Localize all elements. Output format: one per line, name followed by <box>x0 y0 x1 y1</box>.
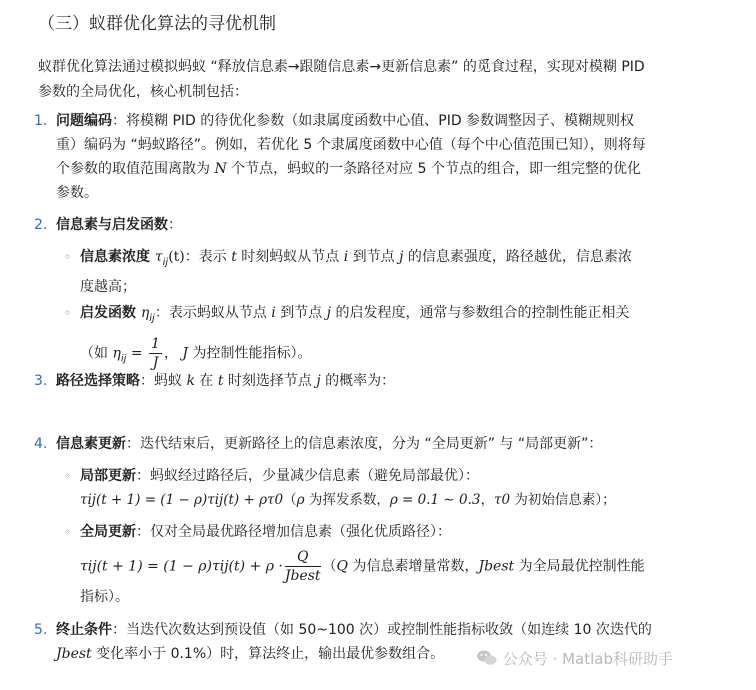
item-text: 变化率小于 0.1%）时，算法终止，输出最优参数组合。 <box>91 646 445 662</box>
item-text: ：迭代结束后，更新路径上的信息素浓度，分为 “全局更新” 与 “局部更新”： <box>126 436 603 452</box>
bullet-icon: ◦ <box>64 306 72 320</box>
list-number: 2. <box>34 217 48 233</box>
math-var: τ <box>154 249 163 265</box>
item-text: 时刻蚂蚁从节点 <box>236 249 344 265</box>
list-number: 5. <box>34 622 48 638</box>
item-text: ：表示蚂蚁从节点 <box>154 305 272 321</box>
math-var: j <box>326 305 332 321</box>
math-var: (t) <box>168 249 185 265</box>
item-text: ：仅对全局最优路径增加信息素（强化优质路径）： <box>136 524 451 540</box>
math-var: Q <box>336 558 349 575</box>
fraction-denominator: Jbest <box>284 568 321 584</box>
item-text: 重）编码为 “蚂蚁路径”。例如，若优化 5 个隶属度函数中心值（每个中心值范围已知），则将每 <box>56 137 646 153</box>
sub-item-title: 全局更新 <box>80 524 136 540</box>
math-sub: ij <box>149 312 155 324</box>
item-text: 指标）。 <box>80 589 129 605</box>
fraction-denominator: J <box>152 354 159 371</box>
math-var: ρ <box>296 492 305 508</box>
item-text: （ <box>322 558 337 575</box>
math-var: k <box>186 373 195 389</box>
item-text: ：表示 <box>184 249 232 265</box>
math-var: i <box>271 305 276 321</box>
list-number: 3. <box>34 373 48 389</box>
math-var: i <box>343 249 349 265</box>
item-text: 个节点，蚂蚁的一条路径对应 5 个节点的组合，即一组完整的优化 <box>226 161 641 177</box>
math-sub: ij <box>162 256 169 268</box>
item-text: ：将模糊 PID 的待优化参数（如隶属度函数中心值、PID 参数调整因子、模糊规则权 <box>112 113 635 129</box>
fraction <box>149 335 162 372</box>
sub-item-title: 启发函数 <box>80 305 141 321</box>
item-text: 为初始信息素）； <box>510 492 616 508</box>
item-text: 到节点 <box>275 305 327 321</box>
fraction <box>285 548 321 585</box>
fraction-numerator: 1 <box>151 335 160 352</box>
item-title: 信息素与启发函数 <box>56 217 168 233</box>
wechat-icon <box>476 649 498 671</box>
bullet-icon: ◦ <box>64 469 72 483</box>
item-text: ：蚂蚁 <box>140 373 187 389</box>
math-var: J <box>182 345 189 362</box>
section-heading: （三）蚁群优化算法的寻优机制 <box>38 14 276 34</box>
item-text: ， <box>480 492 494 508</box>
item-title: 信息素更新 <box>56 436 126 452</box>
item-text: 为控制性能指标）。 <box>188 345 312 362</box>
math-var: τ0 <box>494 492 511 508</box>
math-var: t <box>217 373 224 389</box>
math-expr: ρ = 0.1 ∼ 0.3 <box>389 492 481 508</box>
item-text: 度越高； <box>80 278 136 295</box>
watermark <box>476 648 673 671</box>
math-var: t <box>231 249 237 265</box>
sub-item-title: 局部更新 <box>80 468 136 484</box>
math-var: η <box>112 345 121 362</box>
list-number: 1. <box>34 113 48 129</box>
item-text: 为全局最优控制性能 <box>514 558 645 575</box>
item-text: ， <box>163 345 178 362</box>
bullet-icon: ◦ <box>64 525 72 539</box>
item-text: 的概率为： <box>320 373 396 389</box>
list-number: 4. <box>34 436 48 452</box>
watermark-text: 公众号 · Matlab科研助手 <box>502 650 673 668</box>
formula: τij(t + 1) = (1 − ρ)τij(t) + ρ · <box>80 558 283 575</box>
sub-item-title: 信息素浓度 <box>80 249 155 265</box>
item-text: （ <box>283 492 297 508</box>
intro-line-1: 蚁群优化算法通过模拟蚂蚁 “释放信息素→跟随信息素→更新信息素” 的觅食过程，实现对模糊 PID <box>38 59 645 75</box>
math-var: Jbest <box>56 646 92 662</box>
item-title: 路径选择策略 <box>56 373 140 389</box>
intro-line-2: 参数的全局优化，核心机制包括： <box>38 84 248 100</box>
math-var: N <box>214 161 227 177</box>
intro-paragraph <box>38 55 738 105</box>
item-text: 时刻选择节点 <box>223 373 317 389</box>
math-sub: ij <box>120 353 127 365</box>
item-text: 在 <box>194 373 218 389</box>
fraction-numerator: Q <box>285 548 321 567</box>
item-text: 的信息素强度，路径越优，信息素浓 <box>403 249 632 265</box>
item-text: 为挥发系数， <box>304 492 390 508</box>
bullet-icon: ◦ <box>64 250 72 264</box>
math-var: j <box>399 249 404 265</box>
math-var: Jbest <box>478 558 515 575</box>
math-var: j <box>316 373 321 389</box>
math-op: = <box>126 345 148 362</box>
item-text: 的启发程度，通常与参数组合的控制性能正相关 <box>331 305 630 321</box>
item-text: ：蚂蚁经过路径后，少量减少信息素（避免局部最优）： <box>136 468 479 484</box>
item-text: 个参数的取值范围离散为 <box>56 161 215 177</box>
item-text: 到节点 <box>348 249 400 265</box>
item-text: ：当迭代次数达到预设值（如 50~100 次）或控制性能指标收敛（如连续 10 次迭代的 <box>112 622 652 638</box>
formula: τij(t + 1) = (1 − ρ)τij(t) + ρτ0 <box>80 492 284 508</box>
item-text: 为信息素增量常数， <box>348 558 479 575</box>
item-text: （如 <box>80 345 113 362</box>
item-title: 问题编码 <box>56 113 112 129</box>
item-text: 参数。 <box>56 185 98 201</box>
math-var: η <box>140 305 150 321</box>
item-text: ： <box>168 217 182 233</box>
item-title: 终止条件 <box>56 622 112 638</box>
